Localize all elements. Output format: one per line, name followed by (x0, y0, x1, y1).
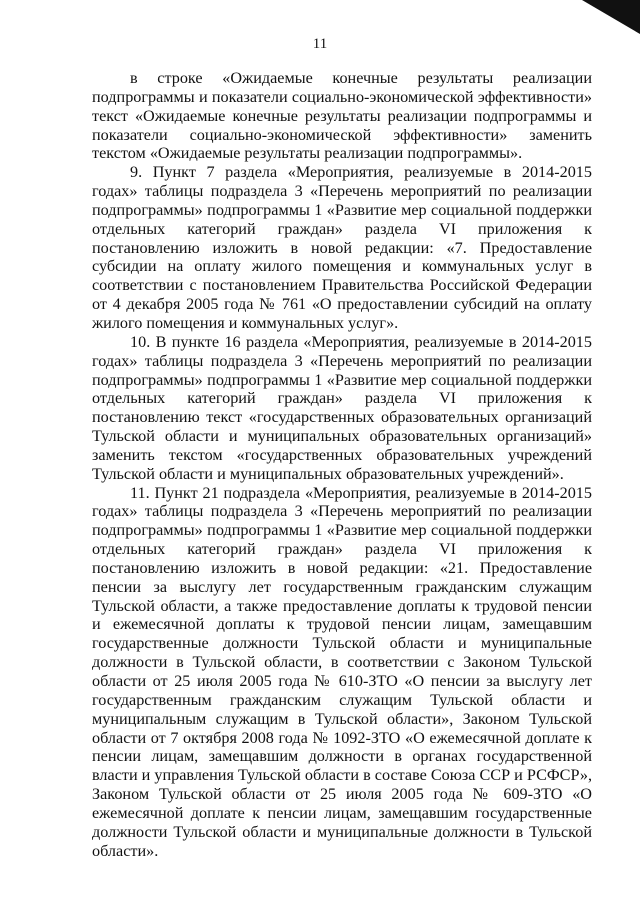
paragraph-header-change: в строке «Ожидаемые конечные результаты реализации подпрограммы и показатели социально-экономической эффективности» текст «Ожидаемые конечные результаты реализации подпрограммы и показатели социально-экономической эффективности» заменить текстом «Ожидаемые результаты реализации подпрограммы». (92, 69, 592, 163)
corner-triangle-mark (582, 0, 640, 34)
paragraph-item-9: 9. Пункт 7 раздела «Мероприятия, реализуемые в 2014-2015 годах» таблицы подраздела 3 «Перечень мероприятий по реализации подпрограммы» подпрограммы 1 «Развитие мер социальной поддержки отдельных категорий граждан» раздела VI приложения к постановлению изложить в новой редакции: «7. Предоставление субсидии на оплату жилого помещения и коммунальных услуг в соответствии с постановлением Правительства Российской Федерации от 4 декабря 2005 года № 761 «О предоставлении субсидий на оплату жилого помещения и коммунальных услуг». (92, 163, 592, 332)
document-body (92, 69, 592, 860)
paragraph-item-10: 10. В пункте 16 раздела «Мероприятия, реализуемые в 2014-2015 годах» таблицы подраздела 3 «Перечень мероприятий по реализации подпрограммы» подпрограммы 1 «Развитие мер социальной поддержки отдельных категорий граждан» раздела VI приложения к постановлению текст «государственных образовательных организаций Тульской области и муниципальных образовательных организаций» заменить текстом «государственных образовательных учреждений Тульской области и муниципальных образовательных учреждений». (92, 332, 592, 483)
page-number: 11 (312, 36, 328, 52)
paragraph-item-11: 11. Пункт 21 подраздела «Мероприятия, реализуемые в 2014-2015 годах» таблицы подраздела 3 «Перечень мероприятий по реализации подпрограммы» подпрограммы 1 «Развитие мер социальной поддержки отдельных категорий граждан» раздела VI приложения к постановлению изложить в новой редакции: «21. Предоставление пенсии за выслугу лет государственным гражданским служащим Тульской области, а также предоставление доплаты к трудовой пенсии и ежемесячной доплаты к трудовой пенсии лицам, замещавшим государственные должности Тульской области и муниципальные должности в Тульской области, в соответствии с Законом Тульской области от 25 июля 2005 года № 610-ЗТО «О пенсии за выслугу лет государственным гражданским служащим Тульской области и муниципальным служащим в Тульской области», Законом Тульской области от 7 октября 2008 года № 1092-ЗТО «О ежемесячной доплате к пенсии лицам, замещавшим должности в органах государственной власти и управления Тульской области в составе Союза ССР и РСФСР», Законом Тульской области от 25 июля 2005 года № 609-ЗТО «О ежемесячной доплате к пенсии лицам, замещавшим государственные должности Тульской области и муниципальные должности в Тульской области». (92, 483, 592, 860)
